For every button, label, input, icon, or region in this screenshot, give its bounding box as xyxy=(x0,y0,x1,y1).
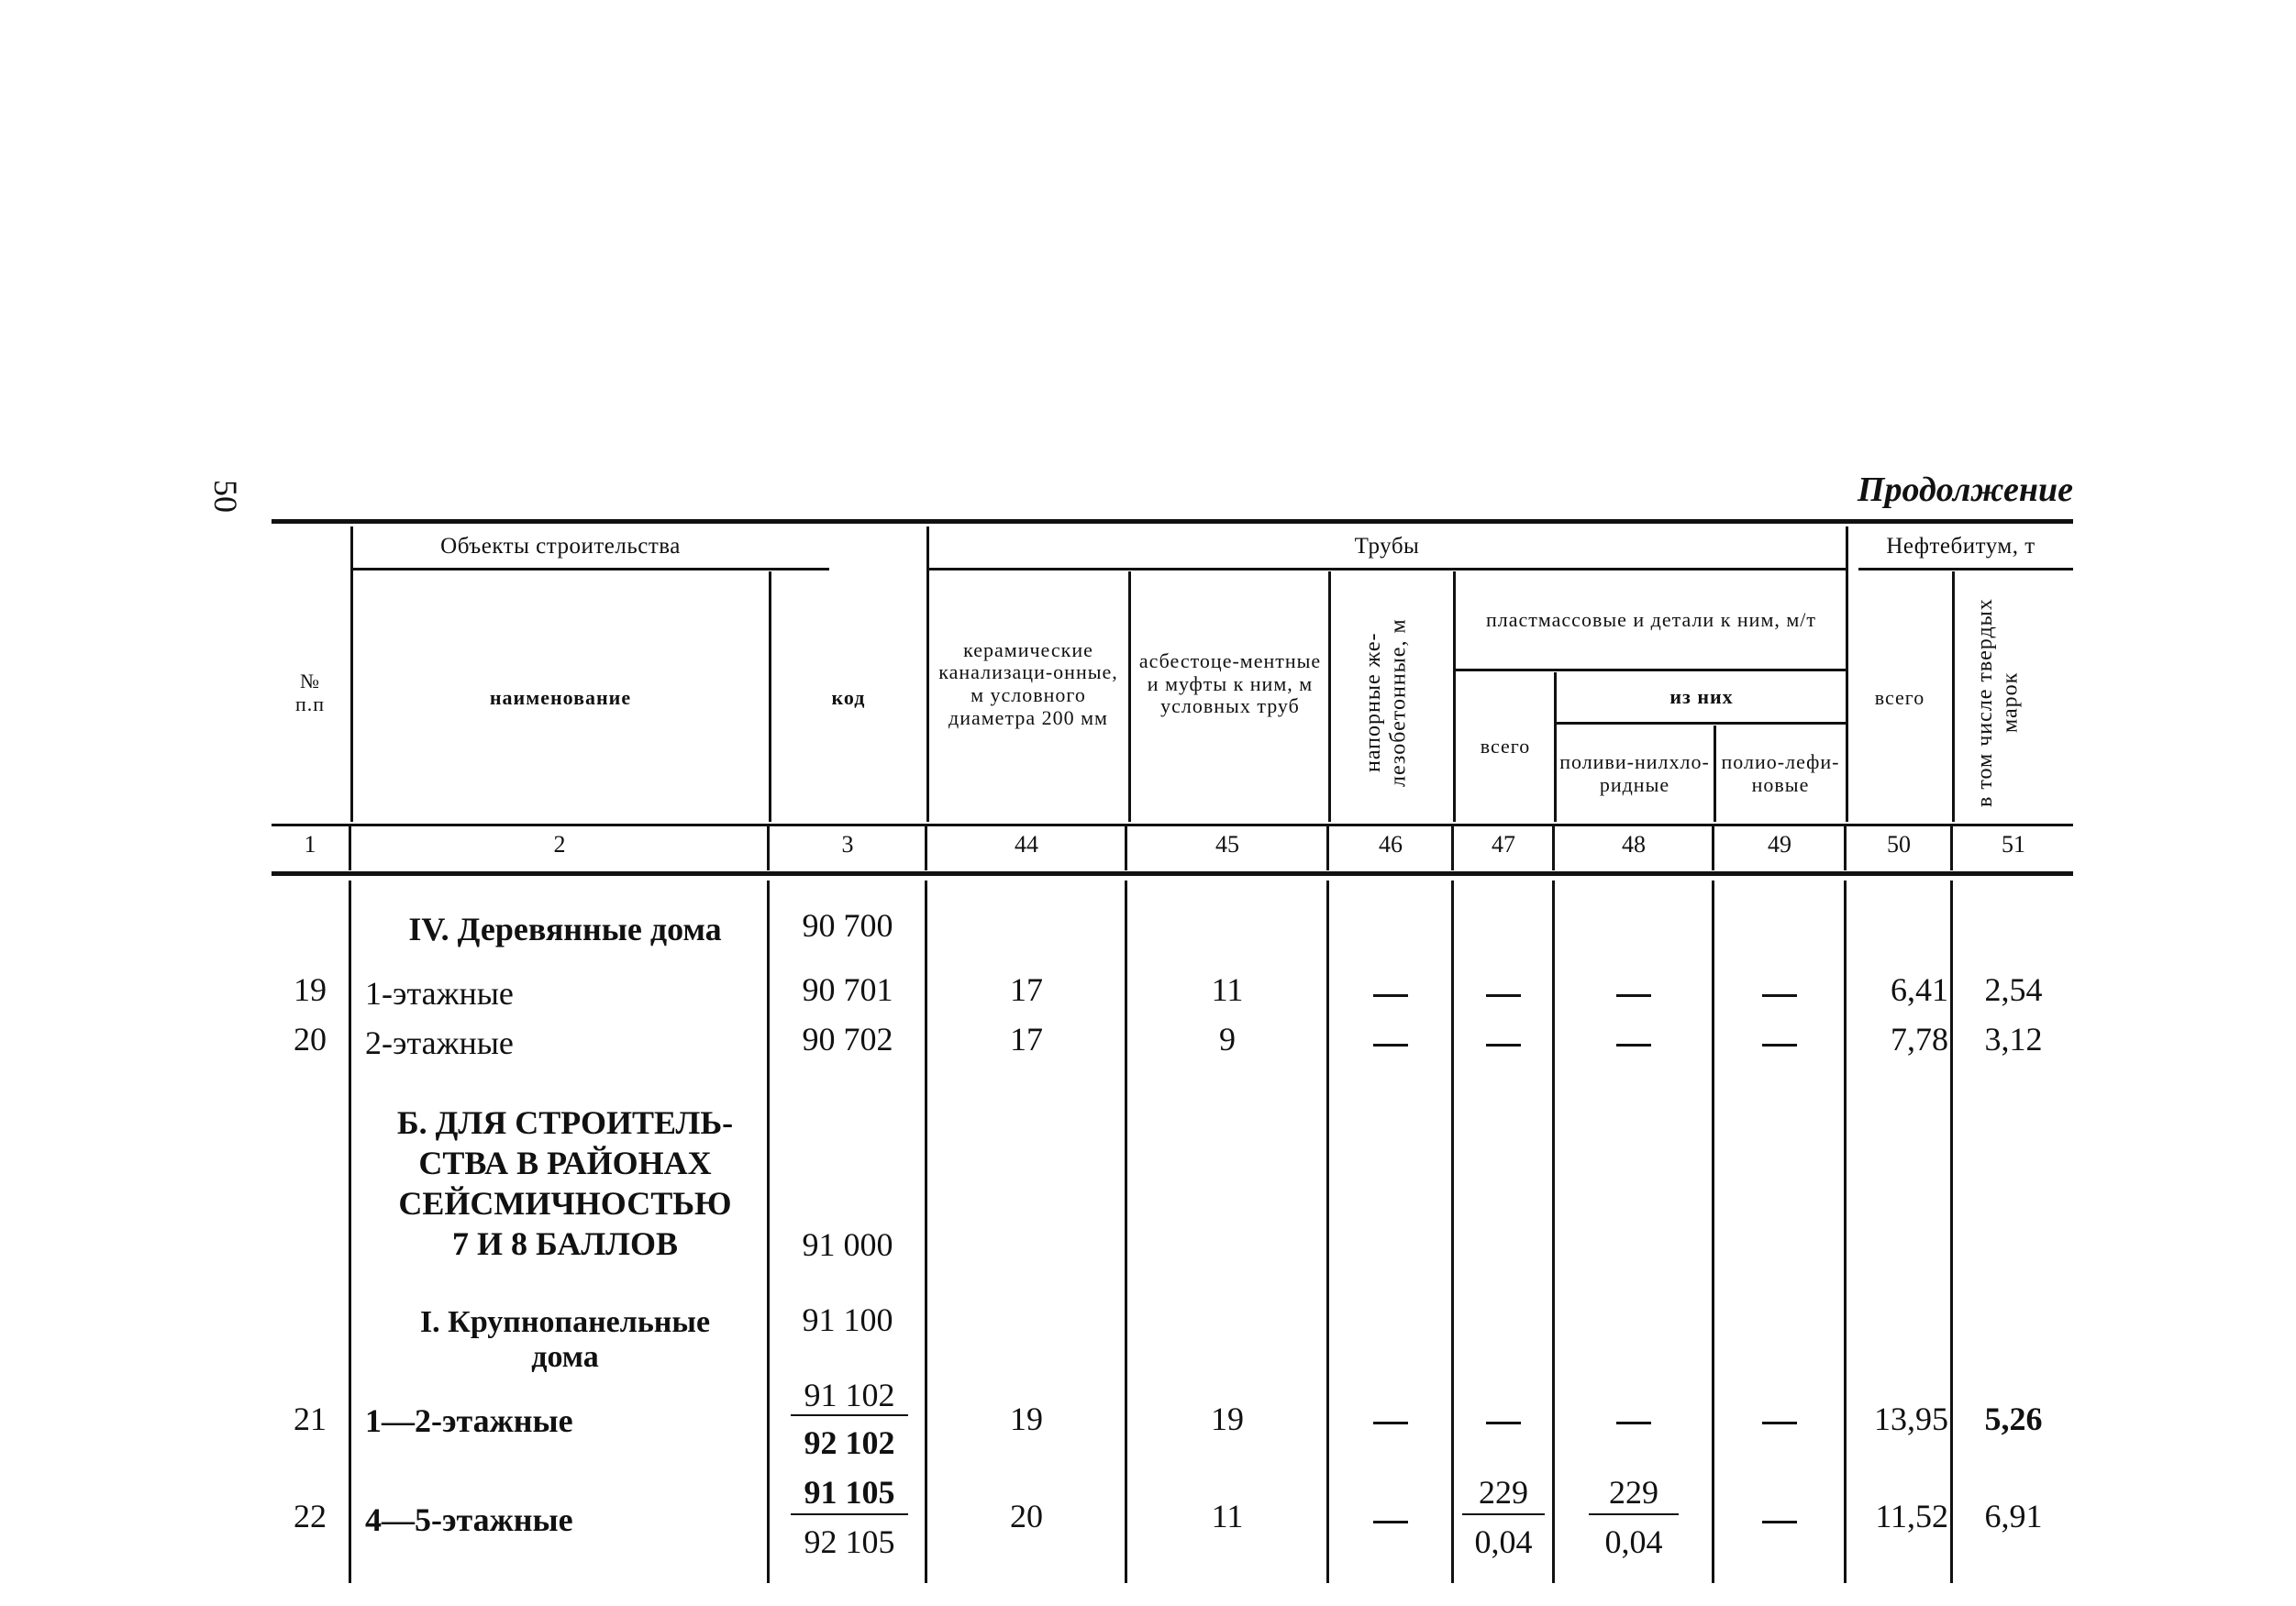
vline-h7 xyxy=(1554,672,1557,822)
vline-n4 xyxy=(1125,826,1127,870)
row-21-code-bottom: 92 102 xyxy=(804,1424,895,1461)
row-20-c45: 9 xyxy=(1219,1021,1236,1058)
row-20-c48-dash xyxy=(1616,1044,1651,1047)
vline-n7 xyxy=(1552,826,1555,870)
vline-h3 xyxy=(926,526,929,822)
section-b-line-4: 7 И 8 БАЛЛОВ xyxy=(452,1225,678,1262)
row-20-c47-dash xyxy=(1486,1044,1521,1047)
colnum-44: 44 xyxy=(1015,831,1038,858)
rule-bitumen xyxy=(1858,568,2073,570)
section-i-line-2: дома xyxy=(531,1340,599,1374)
vline-n9 xyxy=(1844,826,1847,870)
vline-b5 xyxy=(1326,881,1329,1583)
header-plastic-total: всего xyxy=(1480,734,1531,758)
row-22-code-bottom: 92 105 xyxy=(804,1523,895,1560)
column-number-bottom-rule xyxy=(272,871,2073,876)
row-20-c49-dash xyxy=(1762,1044,1797,1047)
vline-b3 xyxy=(925,881,927,1583)
section-i-line-1: I. Крупнопанельные xyxy=(419,1305,711,1339)
colnum-50: 50 xyxy=(1887,831,1911,858)
section-b-line-2: СТВА В РАЙОНАХ xyxy=(418,1145,712,1181)
row-21-code-fraction-line xyxy=(791,1414,908,1416)
row-22-number: 22 xyxy=(294,1498,327,1534)
vline-n3 xyxy=(925,826,927,870)
code-section-i: 91 100 xyxy=(802,1301,893,1338)
row-22-c44: 20 xyxy=(1010,1498,1043,1534)
colnum-47: 47 xyxy=(1492,831,1515,858)
row-21-c47-dash xyxy=(1486,1422,1521,1424)
vline-b10 xyxy=(1950,881,1953,1583)
row-19-c46-dash xyxy=(1373,994,1408,997)
row-22-c47-bottom: 0,04 xyxy=(1474,1523,1533,1560)
vline-b9 xyxy=(1844,881,1847,1583)
table-top-rule xyxy=(272,519,2073,524)
header-plastic: пластмассовые и детали к ним, м/т xyxy=(1485,607,1817,631)
rule-plastic xyxy=(1455,669,1846,671)
row-19-c51: 2,54 xyxy=(1984,971,2043,1008)
header-bitumen-hard: в том числе твердых марок xyxy=(1973,598,2023,807)
page-number: 50 xyxy=(207,480,244,513)
row-22-c49-dash xyxy=(1762,1521,1797,1523)
colnum-3: 3 xyxy=(841,831,854,858)
vline-h5 xyxy=(1328,571,1331,822)
row-19-c48-dash xyxy=(1616,994,1651,997)
colnum-51: 51 xyxy=(2002,831,2025,858)
row-21-c48-dash xyxy=(1616,1422,1651,1424)
row-21-c46-dash xyxy=(1373,1422,1408,1424)
vline-b7 xyxy=(1552,881,1555,1583)
section-b-line-3: СЕЙСМИЧНОСТЬЮ xyxy=(398,1185,732,1222)
row-22-c45: 11 xyxy=(1211,1498,1244,1534)
colnum-45: 45 xyxy=(1215,831,1239,858)
row-19-name: 1-этажные xyxy=(365,975,514,1012)
row-21-c45: 19 xyxy=(1211,1401,1244,1437)
row-20-c50: 7,78 xyxy=(1891,1021,1948,1058)
row-22-c50: 11,52 xyxy=(1875,1498,1948,1534)
row-22-c47-top: 229 xyxy=(1479,1474,1528,1511)
row-20-code: 90 702 xyxy=(802,1021,893,1058)
vline-h1 xyxy=(350,526,353,822)
row-21-c50: 13,95 xyxy=(1874,1401,1948,1437)
code-section-iv: 90 700 xyxy=(802,907,893,944)
header-ceramic: керамические канализаци-онные, м условного диаметра 200 мм xyxy=(938,637,1118,729)
row-22-c48-bottom: 0,04 xyxy=(1604,1523,1663,1560)
colnum-2: 2 xyxy=(553,831,566,858)
row-19-c47-dash xyxy=(1486,994,1521,997)
vline-n6 xyxy=(1451,826,1454,870)
colnum-1: 1 xyxy=(304,831,316,858)
data-table xyxy=(272,519,2073,1583)
row-21-c51: 5,26 xyxy=(1984,1401,2043,1437)
header-bitumen-total: всего xyxy=(1874,685,1925,709)
row-22-c46-dash xyxy=(1373,1521,1408,1523)
colnum-46: 46 xyxy=(1379,831,1403,858)
vline-b2 xyxy=(767,881,770,1583)
vline-h10 xyxy=(1952,571,1955,822)
vline-h8 xyxy=(1714,725,1716,822)
row-19-code: 90 701 xyxy=(802,971,893,1008)
row-19-c50: 6,41 xyxy=(1891,971,1948,1008)
row-22-name: 4—5-этажные xyxy=(365,1501,573,1538)
header-asbestos: асбестоце-ментные и муфты к ним, м условных труб xyxy=(1138,649,1322,718)
vline-n5 xyxy=(1326,826,1329,870)
vline-n10 xyxy=(1950,826,1953,870)
vline-b1 xyxy=(349,881,351,1583)
column-number-top-rule xyxy=(272,824,2073,826)
row-22-code-top: 91 105 xyxy=(804,1474,895,1511)
vline-n1 xyxy=(349,826,351,870)
row-21-c44: 19 xyxy=(1010,1401,1043,1437)
vline-b8 xyxy=(1712,881,1714,1583)
row-19-c49-dash xyxy=(1762,994,1797,997)
rule-of-them xyxy=(1556,722,1846,725)
header-polyolefin: полио-лефи-новые xyxy=(1721,750,1840,796)
header-code: код xyxy=(831,685,866,709)
colnum-49: 49 xyxy=(1768,831,1791,858)
row-21-code-top: 91 102 xyxy=(804,1377,895,1413)
vline-n8 xyxy=(1712,826,1714,870)
header-pvc: поливи-нилхло-ридные xyxy=(1559,750,1710,796)
colnum-48: 48 xyxy=(1622,831,1646,858)
row-20-name: 2-этажные xyxy=(365,1025,514,1061)
section-wooden-houses: IV. Деревянные дома xyxy=(408,911,722,947)
row-20-number: 20 xyxy=(294,1021,327,1058)
row-22-c47-fraction-line xyxy=(1462,1513,1545,1515)
header-pressure: напорные же-лезобетонные, м xyxy=(1361,618,1411,787)
rule-pipes xyxy=(928,568,1846,570)
header-pipes: Трубы xyxy=(1354,534,1420,559)
vline-h4 xyxy=(1128,571,1131,822)
vline-h6 xyxy=(1453,571,1456,822)
vline-b6 xyxy=(1451,881,1454,1583)
header-of-them: из них xyxy=(1669,684,1734,708)
continuation-label: Продолжение xyxy=(1857,471,2073,509)
header-name: наименование xyxy=(489,685,632,709)
row-20-c44: 17 xyxy=(1010,1021,1043,1058)
row-19-c45: 11 xyxy=(1211,971,1244,1008)
row-21-number: 21 xyxy=(294,1401,327,1437)
header-bitumen: Нефтебитум, т xyxy=(1886,534,2035,559)
row-22-c51: 6,91 xyxy=(1984,1498,2043,1534)
row-19-number: 19 xyxy=(294,971,327,1008)
row-19-c44: 17 xyxy=(1010,971,1043,1008)
row-21-name: 1—2-этажные xyxy=(365,1402,573,1439)
row-22-code-fraction-line xyxy=(791,1513,908,1515)
row-20-c46-dash xyxy=(1373,1044,1408,1047)
vline-b4 xyxy=(1125,881,1127,1583)
header-objects: Объекты строительства xyxy=(440,534,681,559)
vline-n2 xyxy=(767,826,770,870)
header-row-number: № п.п xyxy=(294,670,326,715)
section-b-line-1: Б. ДЛЯ СТРОИТЕЛЬ- xyxy=(396,1104,734,1141)
row-20-c51: 3,12 xyxy=(1984,1021,2043,1058)
code-section-b: 91 000 xyxy=(802,1226,893,1263)
row-22-c48-fraction-line xyxy=(1589,1513,1679,1515)
row-22-c48-top: 229 xyxy=(1609,1474,1658,1511)
row-21-c49-dash xyxy=(1762,1422,1797,1424)
rule-objects xyxy=(352,568,829,570)
